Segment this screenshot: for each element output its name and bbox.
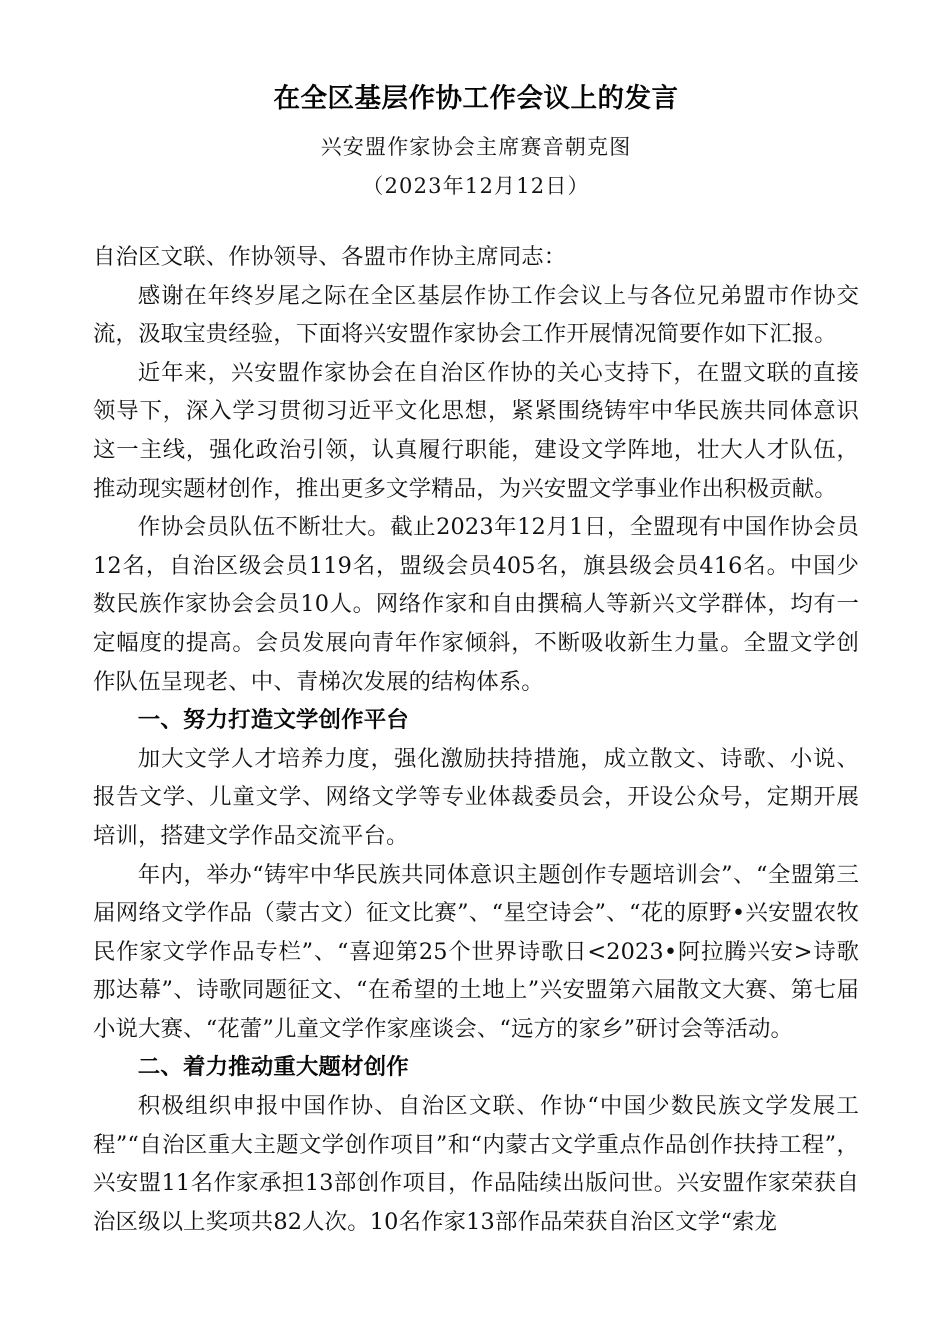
page-title: 在全区基层作协工作会议上的发言: [273, 83, 679, 114]
document-body: [93, 238, 859, 1241]
paragraph-thanks: 感谢在年终岁尾之际在全区基层作协工作会议上与各位兄弟盟市作协交流，汲取宝贵经验，下面将兴安盟作家协会工作开展情况简要作如下汇报。: [93, 282, 859, 348]
paragraph-major-themes: 积极组织申报中国作协、自治区文联、作协“中国少数民族文学发展工程”“自治区重大主题文学创作项目”和“内蒙古文学重点作品创作扶持工程”，兴安盟11名作家承担13部创作项目，作品陆续出版问世。兴安盟作家荣获自治区级以上奖项共82人次。10名作家13部作品荣获自治区文学“索龙: [93, 1093, 859, 1235]
paragraph-training: 加大文学人才培养力度，强化激励扶持措施，成立散文、诗歌、小说、报告文学、儿童文学、网络文学等专业体裁委员会，开设公众号，定期开展培训，搭建文学作品交流平台。: [93, 745, 859, 849]
paragraph-events: 年内，举办“铸牢中华民族共同体意识主题创作专题培训会”、“全盟第三届网络文学作品（蒙古文）征文比赛”、“星空诗会”、“花的原野•兴安盟农牧民作家文学作品专栏”、“喜迎第25个世界诗歌日<2023•阿拉腾兴安>诗歌那达幕”、诗歌同题征文、“在希望的土地上”兴安盟第六届散文大赛、第七届小说大赛、“花蕾”儿童文学作家座谈会、“远方的家乡”研讨会等活动。: [93, 861, 859, 1042]
paragraph-membership: 作协会员队伍不断壮大。截止2023年12月1日，全盟现有中国作协会员12名，自治区级会员119名，盟级会员405名，旗县级会员416名。中国少数民族作家协会会员10人。网络作家和自由撰稿人等新兴文学群体，均有一定幅度的提高。会员发展向青年作家倾斜，不断吸收新生力量。全盟文学创作队伍呈现老、中、青梯次发展的结构体系。: [93, 514, 859, 695]
document-date: （2023年12月12日）: [362, 174, 590, 198]
title-block: [93, 0, 859, 201]
paragraph-recent-years: 近年来，兴安盟作家协会在自治区作协的关心支持下，在盟文联的直接领导下，深入学习贯彻习近平文化思想，紧紧围绕铸牢中华民族共同体意识这一主线，强化政治引领，认真履行职能，建设文学阵地，壮大人才队伍，推动现实题材创作，推出更多文学精品，为兴安盟文学事业作出积极贡献。: [93, 359, 859, 502]
salutation-line: 自治区文联、作协领导、各盟市作协主席同志：: [93, 244, 567, 270]
page-content: [93, 0, 859, 1241]
document-subtitle: 兴安盟作家协会主席赛音朝克图: [320, 135, 632, 159]
section-heading-one: 一、努力打造文学创作平台: [137, 707, 409, 734]
section-heading-two: 二、着力推动重大题材创作: [137, 1054, 409, 1081]
